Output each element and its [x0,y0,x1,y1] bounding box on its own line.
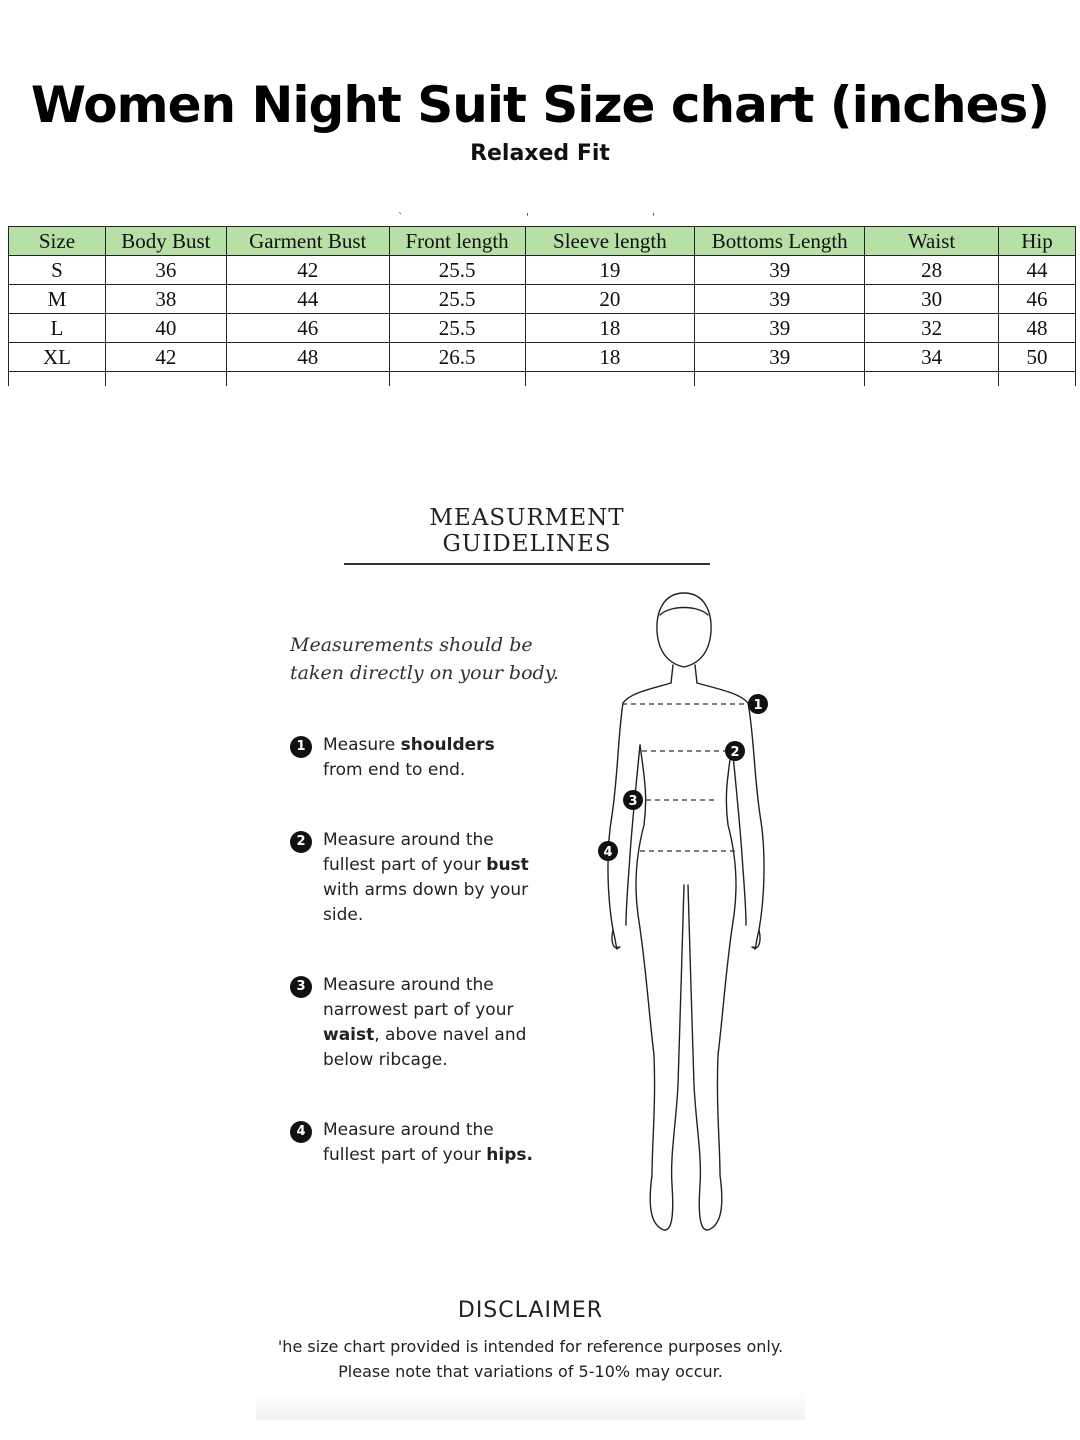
table-cell: S [9,256,106,285]
table-cell: 40 [105,314,226,343]
body-figure-icon [560,585,820,1250]
step-hips [290,1118,550,1168]
table-cell: 48 [999,314,1076,343]
step-number-icon: 3 [290,976,312,998]
table-cell: 42 [226,256,389,285]
bottom-fade [256,1392,805,1420]
column-header: Garment Bust [226,227,389,256]
table-cell: 32 [865,314,999,343]
column-header: Bottoms Length [695,227,865,256]
marker-3: 3 [628,794,638,809]
column-header: Front length [389,227,525,256]
table-row [9,256,1076,285]
table-cell: 26.5 [389,343,525,372]
step-text: Measure around the fullest part of your hips. [323,1120,533,1165]
marker-1: 1 [753,698,763,713]
table-cell: L [9,314,106,343]
table-cell: 39 [695,256,865,285]
decorative-marks: ` ' ' [398,212,715,223]
table-row [9,314,1076,343]
disclaimer-line: Please note that variations of 5-10% may occur. [338,1362,723,1381]
table-cell: 39 [695,285,865,314]
table-cell: 44 [226,285,389,314]
column-header: Hip [999,227,1076,256]
table-cell: 46 [226,314,389,343]
table-cell: 50 [999,343,1076,372]
table-cell: 20 [525,285,695,314]
table-cell: 19 [525,256,695,285]
disclaimer-line: 'he size chart provided is intended for reference purposes only. [277,1337,784,1356]
table-cell: 42 [105,343,226,372]
marker-4: 4 [603,845,613,860]
step-shoulders [290,733,570,783]
table-cell: 25.5 [389,285,525,314]
table-cell: 18 [525,343,695,372]
column-header: Waist [865,227,999,256]
table-cell: 30 [865,285,999,314]
page-subtitle: Relaxed Fit [470,141,610,166]
table-cell: 39 [695,343,865,372]
marker-2: 2 [730,745,740,760]
step-waist [290,973,540,1073]
step-text: Measure shoulders from end to end. [323,735,495,780]
table-header-row [9,227,1076,256]
table-cell: 48 [226,343,389,372]
column-header: Body Bust [105,227,226,256]
guidelines-intro [290,631,590,687]
table-cell: 28 [865,256,999,285]
guidelines-title: MEASURMENT GUIDELINES [344,505,710,565]
table-row [9,343,1076,372]
figure-markers [598,694,768,861]
table-cell: 25.5 [389,314,525,343]
table-cell: 38 [105,285,226,314]
disclaimer-title: DISCLAIMER [457,1298,604,1323]
page-title: Women Night Suit Size chart (inches) [30,76,1050,134]
intro-line: Measurements should be [290,634,533,656]
size-chart-table [8,226,1076,386]
column-header: Sleeve length [525,227,695,256]
table-cell: 46 [999,285,1076,314]
table-cell: 25.5 [389,256,525,285]
step-number-icon: 1 [290,736,312,758]
step-number-icon: 4 [290,1121,312,1143]
table-row [9,285,1076,314]
step-text: Measure around the fullest part of your bust with arms down by your side. [323,830,529,925]
table-cell: 36 [105,256,226,285]
table-cell: 39 [695,314,865,343]
step-text: Measure around the narrowest part of your waist, above navel and below ribcage. [323,975,527,1070]
table-row-empty [9,372,1076,387]
table-cell: XL [9,343,106,372]
step-number-icon: 2 [290,831,312,853]
step-bust [290,828,550,928]
table-cell: 18 [525,314,695,343]
table-cell: M [9,285,106,314]
table-cell: 44 [999,256,1076,285]
table-cell: 34 [865,343,999,372]
intro-line: taken directly on your body. [290,662,559,684]
disclaimer-text [256,1334,805,1384]
column-header: Size [9,227,106,256]
